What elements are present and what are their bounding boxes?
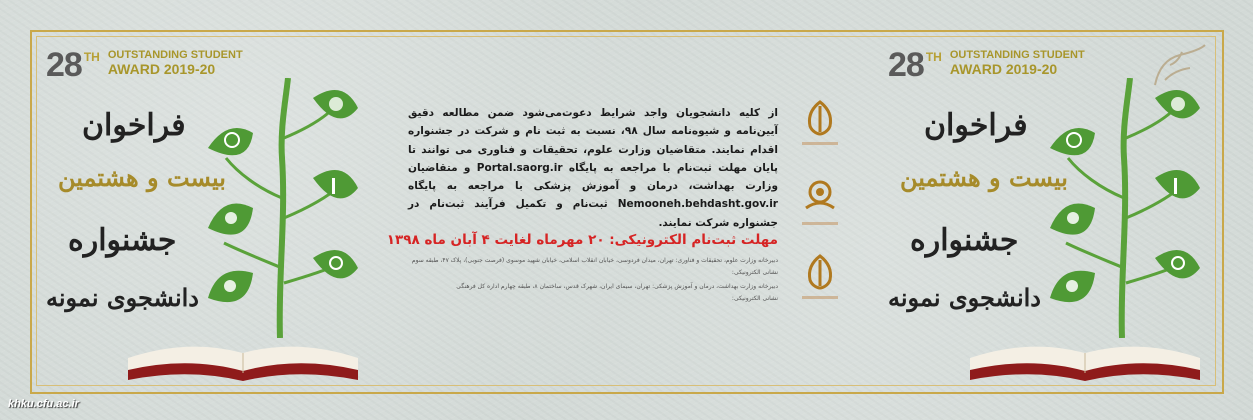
medicine-icon xyxy=(313,170,358,198)
iran-emblem-icon xyxy=(795,100,845,136)
lightbulb-icon xyxy=(208,204,253,235)
award-number: 28 xyxy=(46,46,82,84)
site-watermark: khku.cfu.ac.ir xyxy=(8,398,79,410)
calligraphy-ordinal: بیست و هشتمین xyxy=(58,163,226,192)
calligraphy-students-right: دانشجوی نمونه xyxy=(888,283,1041,312)
calligraphy-call-right: فراخوان xyxy=(924,108,1028,143)
ministry-logo-icon xyxy=(795,172,845,216)
brain-icon xyxy=(313,90,358,118)
award-title-right xyxy=(950,48,1085,76)
palette-icon xyxy=(1050,271,1095,302)
gear-icon xyxy=(1050,128,1095,155)
award-suffix: TH xyxy=(83,50,100,64)
address-health-ministry: دبیرخانه وزارت بهداشت، درمان و آموزش پزشکی: تهران، سیمای ایران، شهرک قدس، ساختمان ۸، طبقه چهارم اداره کل فرهنگی xyxy=(456,283,778,290)
calligraphy-festival: جشنواره xyxy=(68,223,177,258)
calligraphy-ordinal-right: بیست و هشتمین xyxy=(900,163,1068,192)
globe-icon xyxy=(313,250,358,278)
plant-illustration-right xyxy=(1050,78,1200,338)
award-line-1-right: OUTSTANDING STUDENT xyxy=(949,49,1085,61)
calligraphy-festival-right: جشنواره xyxy=(910,223,1019,258)
award-suffix-right: TH xyxy=(925,50,942,64)
announcement-text: از کلیه دانشجویان واجد شرایط دعوت‌می‌شود ضمن مطالعه دقیق آیین‌نامه و شیوه‌نامه سال ۹۸، نسبت به ثبت نام و شرکت در جشنواره اقدام نمایند. متقاضیان وزارت علوم، تحقیقات و فناوری می توانند تا پایان مهلت ثبت‌نام با مراجعه به پایگاه Portal.saorg.ir و متقاضیان وزارت بهداشت، درمان و آموزش پزشکی با مراجعه به پایگاه Nemooneh.behdasht.gov.ir ثبت‌نام و تکمیل فرآیند ثبت‌نام در جشنواره شرکت نمایند. xyxy=(408,107,778,229)
iran-emblem-icon-2 xyxy=(795,254,845,290)
address-health-label: نشانی الکترونیکی: xyxy=(731,295,778,302)
open-book-illustration xyxy=(118,318,368,383)
calligraphy-call: فراخوان xyxy=(82,108,186,143)
emblem-column xyxy=(790,100,850,330)
palette-icon xyxy=(208,271,253,302)
lightbulb-icon xyxy=(1050,204,1095,235)
registration-deadline: مهلت ثبت‌نام الکترونیکی: ۲۰ مهرماه لغایت ۴ آبان ماه ۱۳۹۸ xyxy=(386,232,778,248)
award-line-2: AWARD 2019-20 xyxy=(107,61,216,77)
award-line-1: OUTSTANDING STUDENT xyxy=(107,49,243,61)
address-science-label: نشانی الکترونیکی: xyxy=(731,269,778,276)
corner-ornament-icon xyxy=(1150,40,1210,90)
gear-icon xyxy=(208,128,253,155)
award-number-right: 28 xyxy=(888,46,924,84)
award-line-2-right: AWARD 2019-20 xyxy=(949,61,1058,77)
brain-icon xyxy=(1155,90,1200,118)
calligraphy-students: دانشجوی نمونه xyxy=(46,283,199,312)
plant-illustration xyxy=(208,78,358,338)
open-book-illustration-right xyxy=(960,318,1210,383)
left-poster-panel xyxy=(38,38,368,383)
address-science-ministry: دبیرخانه وزارت علوم، تحقیقات و فناوری: تهران، میدان فردوسی، خیابان انقلاب اسلامی، خیابان شهید موسوی (فرصت جنوبی)، پلاک ۴۷، طبقه سوم xyxy=(411,257,778,264)
award-title xyxy=(108,48,243,76)
globe-icon xyxy=(1155,250,1200,278)
medicine-icon xyxy=(1155,170,1200,198)
